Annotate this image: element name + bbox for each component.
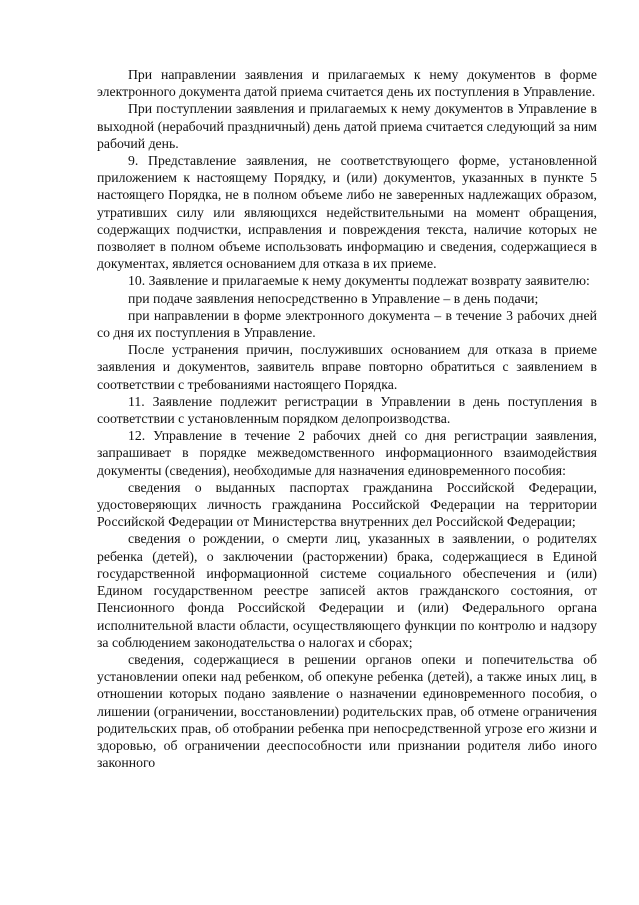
paragraph: 10. Заявление и прилагаемые к нему документы подлежат возврату заявителю: bbox=[128, 273, 590, 289]
paragraph: При поступлении заявления и прилагаемых к нему документов в Управление в выходной (нерабочий праздничный) день датой приема считается следующий за ним рабочий день. bbox=[97, 101, 597, 151]
paragraph: сведения о рождении, о смерти лиц, указанных в заявлении, о родителях ребенка (детей), о заключении (расторжении) брака, содержащиеся в Единой государственной информационной системе социального обеспечения и (или) Едином государственном реестре записей актов гражданского состояния, от Пенсионного фонда Российской Федерации и (или) Федерального органа исполнительной власти области, осуществляющего функции по контролю и надзору за соблюдением законодательства о налогах и сборах; bbox=[97, 531, 597, 650]
paragraph: при направлении в форме электронного документа – в течение 3 рабочих дней со дня их поступления в Управление. bbox=[97, 307, 597, 341]
paragraph: при подаче заявления непосредственно в Управление – в день подачи; bbox=[128, 290, 539, 306]
paragraph: 12. Управление в течение 2 рабочих дней со дня регистрации заявления, запрашивает в порядке межведомственного информационного взаимодействия документы (сведения), необходимые для назначения единовременного пособия: bbox=[97, 428, 597, 478]
paragraph: После устранения причин, послуживших основанием для отказа в приеме заявления и документов, заявитель вправе повторно обратиться с заявлением в соответствии с требованиями настоящего Порядка. bbox=[97, 342, 597, 392]
paragraph: При направлении заявления и прилагаемых к нему документов в форме электронного документа датой приема считается день их поступления в Управление. bbox=[97, 67, 597, 100]
paragraph: 9. Представление заявления, не соответствующего форме, установленной приложением к настоящему Порядку, и (или) документов, указанных в пункте 5 настоящего Порядка, не в полном объеме либо не заверенных надлежащих образом, утративших силу или являющихся недействительными на момент обращения, содержащих подчистки, исправления и повреждения текста, наличие которых не позволяет в полном объеме использовать информацию и сведения, содержащиеся в документах, является основанием для отказа в их приеме. bbox=[97, 153, 597, 272]
paragraph: сведения, содержащиеся в решении органов опеки и попечительства об установлении опеки над ребенком, об опекуне ребенка (детей), а также иных лиц, в отношении которых подано заявление о назначении единовременного пособия, о лишении (ограничении, восстановлении) родительских прав, об отмене ограничения родительских прав, об отобрании ребенка при непосредственной угрозе его жизни и здоровью, об ограничении дееспособности или признании родителя либо иного законного bbox=[97, 651, 597, 771]
paragraph: 11. Заявление подлежит регистрации в Управлении в день поступления в соответствии с установленным порядком делопроизводства. bbox=[97, 393, 597, 427]
document-body bbox=[97, 66, 597, 771]
paragraph: сведения о выданных паспортах гражданина Российской Федерации, удостоверяющих личность гражданина Российской Федерации на территории Российской Федерации от Министерства внутренних дел Российской Федерации; bbox=[97, 479, 597, 530]
